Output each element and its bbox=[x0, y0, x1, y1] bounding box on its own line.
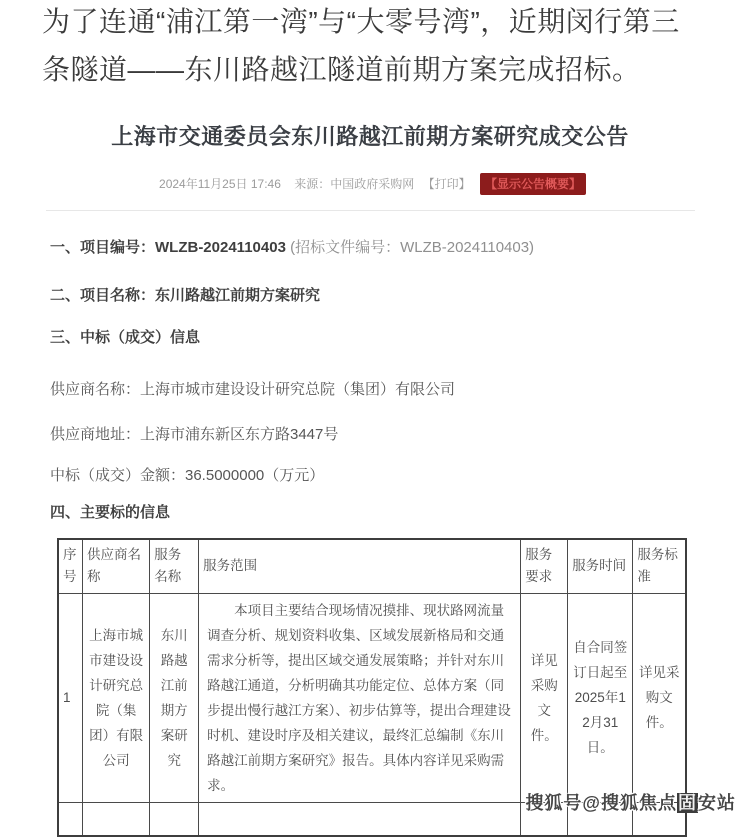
announcement-title: 上海市交通委员会东川路越江前期方案研究成交公告 bbox=[111, 124, 629, 149]
header-service-standard: 服务标准 bbox=[633, 539, 686, 593]
header-service-scope: 服务范围 bbox=[199, 539, 521, 593]
announcement-source: 来源：中国政府采购网 bbox=[294, 177, 415, 191]
section-project-name: 二、项目名称：东川路越江前期方案研究 bbox=[50, 287, 321, 304]
empty-cell bbox=[199, 802, 521, 836]
supplier-name-line: 供应商名称：上海市城市建设设计研究总院（集团）有限公司 bbox=[50, 381, 456, 398]
project-number-note: (招标文件编号：WLZB-2024110403) bbox=[290, 239, 535, 256]
cell-service-standard: 详见采购文件。 bbox=[633, 593, 686, 802]
cell-service-scope bbox=[199, 593, 521, 802]
show-summary-badge[interactable]: 【显示公告概要】 bbox=[480, 173, 586, 195]
empty-cell bbox=[150, 802, 199, 836]
cell-service-time: 自合同签订日起至2025年12月31日。 bbox=[568, 593, 633, 802]
cell-supplier-name: 上海市城市建设设计研究总院（集团）有限公司 bbox=[82, 593, 149, 802]
service-scope-text: 本项目主要结合现场情况摸排、现状路网流量调查分析、规划资料收集、区域发展新格局和交通需求分析等，提出区域交通发展策略；并针对东川路越江通道，分析明确其功能定位、总体方案（同步提出慢行越江方案）、初步估算等，提出合理建设时机、建设时序及相关建议，最终汇总编制《东川路越江前期方案研究》报告。具体内容详见采购需求。 bbox=[207, 602, 511, 793]
announcement-datetime: 2024年11月25日 17:46 bbox=[159, 177, 281, 191]
sohu-watermark bbox=[525, 789, 736, 815]
section-award-info: 三、中标（成交）信息 bbox=[50, 329, 201, 346]
award-amount-line: 中标（成交）金额：36.5000000（万元） bbox=[50, 467, 325, 484]
table-row bbox=[58, 593, 686, 802]
cell-service-requirement: 详见采购文件。 bbox=[521, 593, 568, 802]
watermark-suffix: 安站 bbox=[698, 793, 736, 813]
header-service-requirement: 服务要求 bbox=[521, 539, 568, 593]
project-number-label: 一、项目编号：WLZB-2024110403 bbox=[50, 239, 286, 256]
watermark-prefix: 搜狐号@搜狐焦点 bbox=[525, 793, 677, 813]
supplier-address-line: 供应商地址：上海市浦东新区东方路3447号 bbox=[50, 426, 339, 443]
empty-cell bbox=[82, 802, 149, 836]
table-header-row bbox=[58, 539, 686, 593]
print-button[interactable]: 【打印】 bbox=[422, 177, 471, 191]
empty-cell bbox=[58, 802, 82, 836]
cell-serial-no: 1 bbox=[58, 593, 82, 802]
header-supplier-name: 供应商名称 bbox=[82, 539, 149, 593]
announcement-meta bbox=[0, 173, 740, 195]
intro-paragraph: 为了连通“浦江第一湾”与“大零号湾”，近期闵行第三条隧道——东川路越江隧道前期方案完成招标。 bbox=[42, 6, 680, 85]
cell-service-name: 东川路越江前期方案研究 bbox=[150, 593, 199, 802]
header-serial-no: 序号 bbox=[58, 539, 82, 593]
header-service-time: 服务时间 bbox=[568, 539, 633, 593]
watermark-highlight: 固 bbox=[678, 793, 697, 813]
header-service-name: 服务名称 bbox=[150, 539, 199, 593]
section-main-subject: 四、主要标的信息 bbox=[50, 504, 171, 521]
section-project-number bbox=[50, 211, 695, 258]
